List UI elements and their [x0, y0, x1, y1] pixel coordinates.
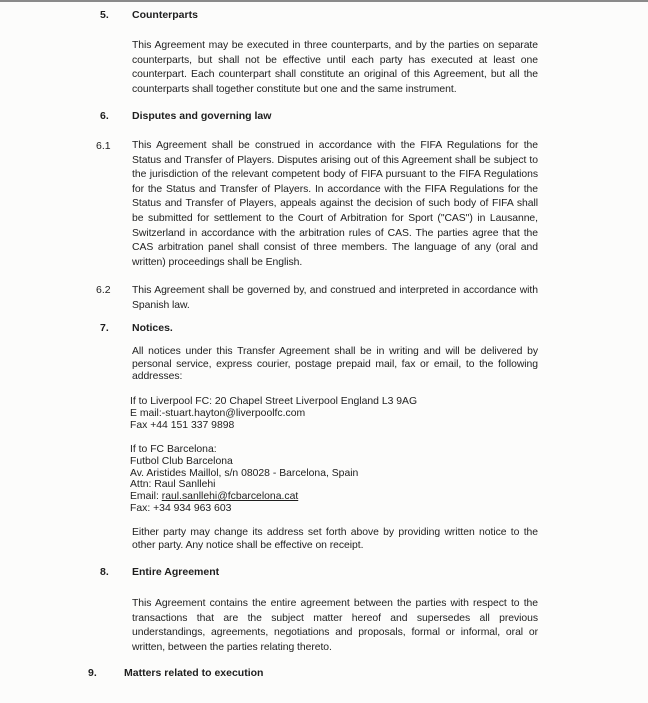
section-number-6-2: 6.2 [96, 284, 111, 296]
barcelona-club-name: Futbol Club Barcelona [130, 455, 233, 467]
section-number-9: 9. [88, 667, 97, 679]
section-title-counterparts: Counterparts [132, 9, 198, 21]
section-7-closing: Either party may change its address set forth above by providing written notice to the other party. Any notice shall be effective on receipt. [132, 527, 538, 551]
section-title-entire-agreement: Entire Agreement [132, 566, 220, 578]
section-title-disputes: Disputes and governing law [132, 110, 272, 122]
barcelona-email-link[interactable]: raul.sanllehi@fcbarcelona.cat [161, 491, 299, 503]
section-number-6-1: 6.1 [96, 140, 111, 152]
barcelona-fax: Fax: +34 934 963 603 [130, 502, 232, 514]
section-number-7: 7. [100, 322, 109, 334]
section-6-2-body: This Agreement shall be governed by, and construed and interpreted in accordance with Spanish law. [132, 285, 538, 311]
section-7-intro: All notices under this Transfer Agreement shall be in writing and will be delivered by personal service, express courier, postage prepaid mail, fax or email, to the following addresses: [132, 346, 538, 383]
section-title-matters-execution: Matters related to execution [124, 667, 264, 679]
liverpool-address: If to Liverpool FC: 20 Chapel Street Liverpool England L3 9AG [130, 396, 418, 407]
barcelona-address-block [130, 444, 358, 515]
barcelona-street: Av. Aristides Maillol, s/n 08028 - Barcelona, Spain [130, 467, 359, 479]
section-number-8: 8. [100, 566, 109, 578]
barcelona-email-label: Email: [130, 491, 162, 503]
section-number-5: 5. [100, 9, 109, 21]
liverpool-email: E mail:-stuart.hayton@liverpoolfc.com [130, 407, 306, 419]
section-6-1-body: This Agreement shall be construed in accordance with the FIFA Regulations for the Status and Transfer of Players. Disputes arising out of this Agreement shall be subject to the jurisdiction of the relevant competent body of FIFA pursuant to the FIFA Regulations for the Status and Transfer of Players. In accordance with the FIFA Regulations for the Status and Transfer of Players, appeals against the decision of such body of FIFA shall be submitted for settlement to the Court of Arbitration for Sport ("CAS") in Lausanne, Switzerland in accordance with the arbitration rules of CAS. The parties agree that the CAS arbitration panel shall consist of three members. The language of any (oral and written) proceedings shall be English. [132, 140, 538, 268]
liverpool-address-block [130, 396, 417, 431]
section-number-6: 6. [100, 110, 109, 122]
barcelona-email-line [130, 491, 358, 503]
section-8-body: This Agreement contains the entire agreement between the parties with respect to the transactions that are the subject matter hereof and supersedes all previous understandings, agreements, negotiations and proposals, formal or informal, oral or written, between the parties relating thereto. [132, 598, 538, 653]
section-title-notices: Notices. [132, 322, 173, 334]
barcelona-attn: Attn: Raul Sanllehi [130, 479, 216, 491]
liverpool-fax: Fax +44 151 337 9898 [130, 419, 235, 431]
barcelona-heading: If to FC Barcelona: [130, 444, 217, 455]
section-5-body: This Agreement may be executed in three counterparts, and by the parties on separate counterparts, but shall not be effective until each party has executed at least one counterpart. Each counterpart shall constitute an original of this Agreement, but all the counterparts shall together constitute but one and the same instrument. [132, 40, 538, 95]
